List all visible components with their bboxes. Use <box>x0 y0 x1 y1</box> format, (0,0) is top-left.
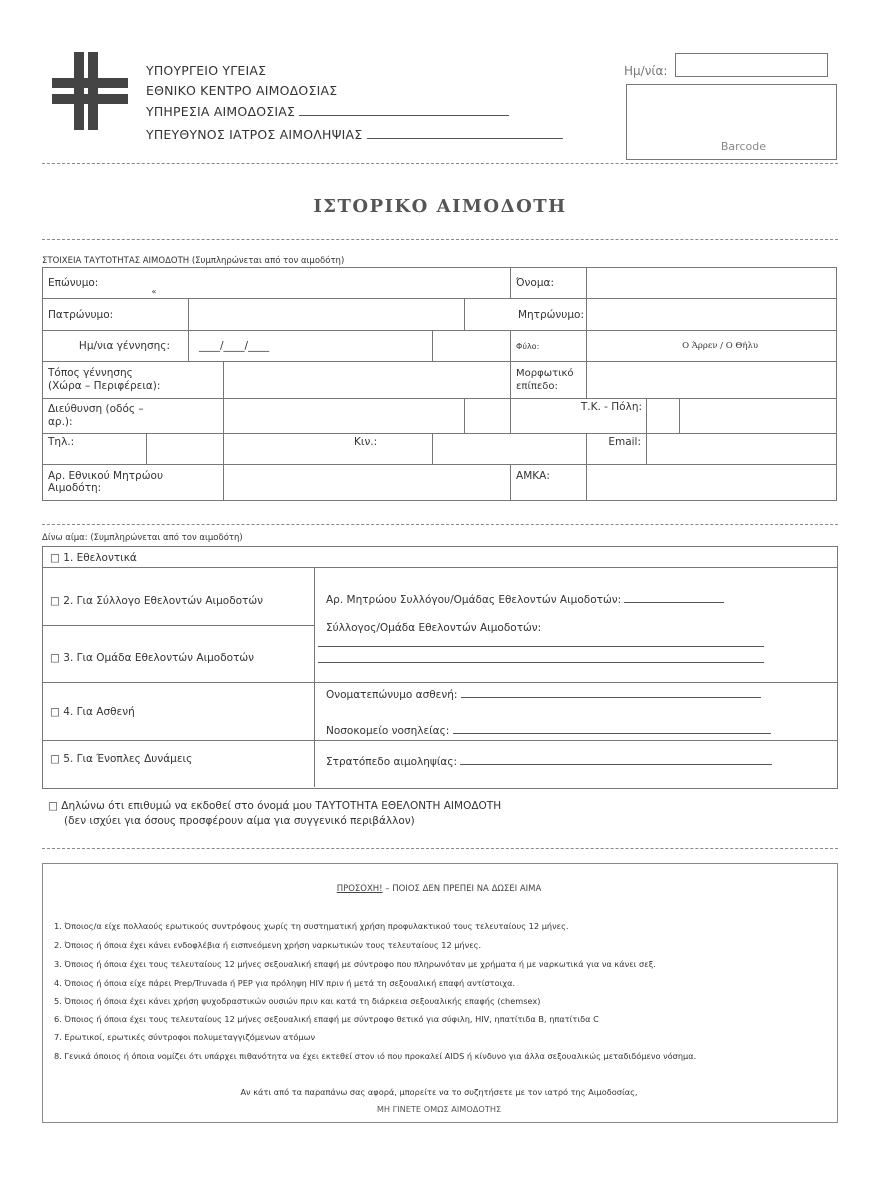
mother-field[interactable] <box>587 299 837 331</box>
patient-name-label: Ονοματεπώνυμο ασθενή: <box>326 689 458 701</box>
option-voluntary[interactable]: □ 1. Εθελοντικά <box>50 552 137 564</box>
header-center: ΕΘΝΙΚΟ ΚΕΝΤΡΟ ΑΙΜΟΔΟΣΙΑΣ <box>146 83 338 98</box>
identity-table <box>42 267 837 501</box>
donation-row-line-1 <box>42 567 837 568</box>
donation-divider <box>42 848 838 849</box>
birthplace-label: Τόπος γέννησης (Χώρα – Περιφέρεια): <box>43 362 224 399</box>
father-field-extra[interactable] <box>465 299 511 331</box>
address-label: Διεύθυνση (οδός – αρ.): <box>43 399 224 434</box>
reg-no-blank[interactable] <box>624 591 724 603</box>
logo <box>52 52 128 130</box>
postcode-label: Τ.Κ. - Πόλη: <box>511 399 647 434</box>
patient-name-blank[interactable] <box>461 686 761 698</box>
warning-item-1: 1. Όποιος/α είχε πολλαούς ερωτικούς συντρόφους χωρίς τη συστηματική χρήση προφυλακτικού τους τελευταίους 12 μήνες. <box>54 921 569 931</box>
header-doctor: ΥΠΕΥΘΥΝΟΣ ΙΑΤΡΟΣ ΑΙΜΟΛΗΨΙΑΣ <box>146 127 363 142</box>
warning-footer: Αν κάτι από τα παραπάνω σας αφορά, μπορείτε να το συζητήσετε με τον ιατρό της Αιμοδοσίας, <box>240 1087 638 1097</box>
email-field[interactable] <box>647 434 837 465</box>
warning-heading-caution: ΠΡΟΣΟΧΗ! <box>336 884 383 894</box>
phone-field[interactable] <box>147 434 224 465</box>
donation-row-line-2 <box>42 625 314 626</box>
identity-divider <box>42 524 838 525</box>
warning-item-3: 3. Όποιος ή όποια έχει τους τελευταίους 12 μήνες σεξουαλική επαφή με σύντροφο που πληρωνόταν με χρήματα ή με ναρκωτικά για να κάνει σεξ. <box>54 959 656 969</box>
doctor-blank[interactable] <box>367 127 563 139</box>
education-label: Μορφωτικό επίπεδο: <box>511 362 587 399</box>
amka-field[interactable] <box>587 465 837 501</box>
address-field[interactable] <box>224 399 465 434</box>
warning-heading <box>42 884 836 894</box>
mother-label: Μητρώνυμο: <box>511 299 587 331</box>
header-service-row <box>146 104 509 119</box>
donation-col-line <box>314 567 315 787</box>
education-field[interactable] <box>587 362 837 399</box>
camp-label: Στρατόπεδο αιμοληψίας: <box>326 756 458 768</box>
option-patient[interactable]: □ 4. Για Ασθενή <box>50 706 135 718</box>
warning-item-8: 8. Γενικά όποιος ή όποια νομίζει ότι υπάρχει πιθανότητα να έχει εκτεθεί στον ιό που προκαλεί AIDS ή κίνδυνο για άλλα σεξουαλικώς μεταδιδόμενο νόσημα. <box>54 1051 697 1061</box>
identity-section-label: ΣΤΟΙΧΕΙΑ ΤΑΥΤΟΤΗΤΑΣ ΑΙΜΟΔΟΤΗ (Συμπληρώνεται από τον αιμοδότη) <box>42 256 345 266</box>
header-doctor-row <box>146 127 563 142</box>
association-blank-1[interactable] <box>318 646 764 647</box>
barcode-label: Barcode <box>720 140 766 153</box>
surname-field[interactable] <box>147 268 511 299</box>
warning-item-6: 6. Όποιος ή όποια έχει τους τελευταίους 12 μήνες σεξουαλική επαφή με σύντροφο θετικό για σύφιλη, HIV, ηπατίτιδα Β, ηπατίτιδα C <box>54 1014 599 1024</box>
name-field[interactable] <box>587 268 837 299</box>
mobile-label: Κιν.: <box>224 434 433 465</box>
barcode-box <box>626 84 837 160</box>
date-label: Ημ/νία: <box>624 64 668 78</box>
header-ministry: ΥΠΟΥΡΓΕΙΟ ΥΓΕΙΑΣ <box>146 63 267 78</box>
city-field[interactable] <box>680 399 837 434</box>
donation-row-line-3 <box>42 682 837 683</box>
warning-item-4: 4. Όποιος ή όποια είχε πάρει Prep/Truvada ή PEP για πρόληψη HIV πριν ή μετά τη σεξουαλική επαφή αντίστοιχα. <box>54 978 516 988</box>
surname-mark: « <box>151 287 157 296</box>
birthdate-spacer <box>433 331 511 362</box>
mobile-field[interactable] <box>433 434 587 465</box>
registry-field[interactable] <box>224 465 511 501</box>
option-association[interactable]: □ 2. Για Σύλλογο Εθελοντών Αιμοδοτών <box>50 595 264 607</box>
donation-section-label: Δίνω αίμα: (Συμπληρώνεται από τον αιμοδότη) <box>42 533 243 543</box>
association-blank-2[interactable] <box>318 662 764 663</box>
birthdate-label: Ημ/νια γέννησης: <box>43 331 189 362</box>
hospital-row <box>326 722 771 737</box>
birthplace-field[interactable] <box>224 362 511 399</box>
amka-label: ΑΜΚΑ: <box>511 465 587 501</box>
patient-name-row <box>326 686 761 701</box>
father-label: Πατρώνυμο: <box>43 299 189 331</box>
camp-blank[interactable] <box>460 753 772 765</box>
registry-label: Αρ. Εθνικού Μητρώου Αιμοδότη: <box>43 465 224 501</box>
reg-no-row <box>326 591 724 606</box>
page-title: ΙΣΤΟΡΙΚΟ ΑΙΜΟΔΟΤΗ <box>313 196 567 217</box>
surname-label: Επώνυμο: <box>43 268 147 299</box>
declaration-note: (δεν ισχύει για όσους προσφέρουν αίμα για συγγενικό περιβάλλον) <box>64 815 415 827</box>
header-divider <box>42 163 838 164</box>
declaration-checkbox[interactable]: □ Δηλώνω ότι επιθυμώ να εκδοθεί στο όνομά μου ΤΑΥΤΟΤΗΤΑ ΕΘΕΛΟΝΤΗ ΑΙΜΟΔΟΤΗ <box>48 800 502 812</box>
birthdate-blank: ____/____/____ <box>199 340 270 352</box>
warning-item-7: 7. Ερωτικοί, ερωτικές σύντροφοι πολυμεταγγιζόμενων ατόμων <box>54 1032 316 1042</box>
camp-row <box>326 753 772 768</box>
phone-label: Τηλ.: <box>43 434 147 465</box>
email-label: Email: <box>587 434 647 465</box>
postcode-field[interactable] <box>647 399 680 434</box>
reg-no-label: Αρ. Μητρώου Συλλόγου/Ομάδας Εθελοντών Αιμοδοτών: <box>326 594 622 606</box>
hospital-blank[interactable] <box>453 722 771 734</box>
warning-heading-text: – ΠΟΙΟΣ ΔΕΝ ΠΡΕΠΕΙ ΝΑ ΔΩΣΕΙ ΑΙΜΑ <box>382 884 542 894</box>
header-service: ΥΠΗΡΕΣΙΑ ΑΙΜΟΔΟΣΙΑΣ <box>146 104 296 119</box>
service-blank[interactable] <box>299 104 509 116</box>
option-armed-forces[interactable]: □ 5. Για Ένοπλες Δυνάμεις <box>50 753 193 765</box>
donation-row-line-4 <box>42 740 837 741</box>
warning-item-2: 2. Όποιος ή όποια έχει κάνει ενδοφλέβια ή εισπνεόμενη χρήση ναρκωτικών τους τελευταίους 12 μήνες. <box>54 940 482 950</box>
birthdate-field[interactable] <box>189 331 433 362</box>
address-number-field[interactable] <box>465 399 511 434</box>
father-field[interactable] <box>189 299 465 331</box>
option-team[interactable]: □ 3. Για Ομάδα Εθελοντών Αιμοδοτών <box>50 652 255 664</box>
sex-label: Φύλο: <box>511 331 587 362</box>
name-label: Όνομα: <box>511 268 587 299</box>
warning-item-5: 5. Όποιος ή όποια έχει κάνει χρήση ψυχοδραστικών ουσιών πριν και κατά τη διάρκεια σεξουαλικής επαφής (chemsex) <box>54 996 541 1006</box>
hospital-label: Νοσοκομείο νοσηλείας: <box>326 725 450 737</box>
date-field[interactable] <box>675 53 828 77</box>
warning-box <box>42 863 838 1123</box>
sex-options[interactable]: Ο Άρρεν / Ο Θήλυ <box>587 331 837 362</box>
warning-footer-emphasis: ΜΗ ΓΙΝΕΤΕ ΟΜΩΣ ΑΙΜΟΔΟΤΗΣ <box>376 1104 502 1114</box>
title-divider <box>42 239 838 240</box>
association-label: Σύλλογος/Ομάδα Εθελοντών Αιμοδοτών: <box>326 622 542 634</box>
